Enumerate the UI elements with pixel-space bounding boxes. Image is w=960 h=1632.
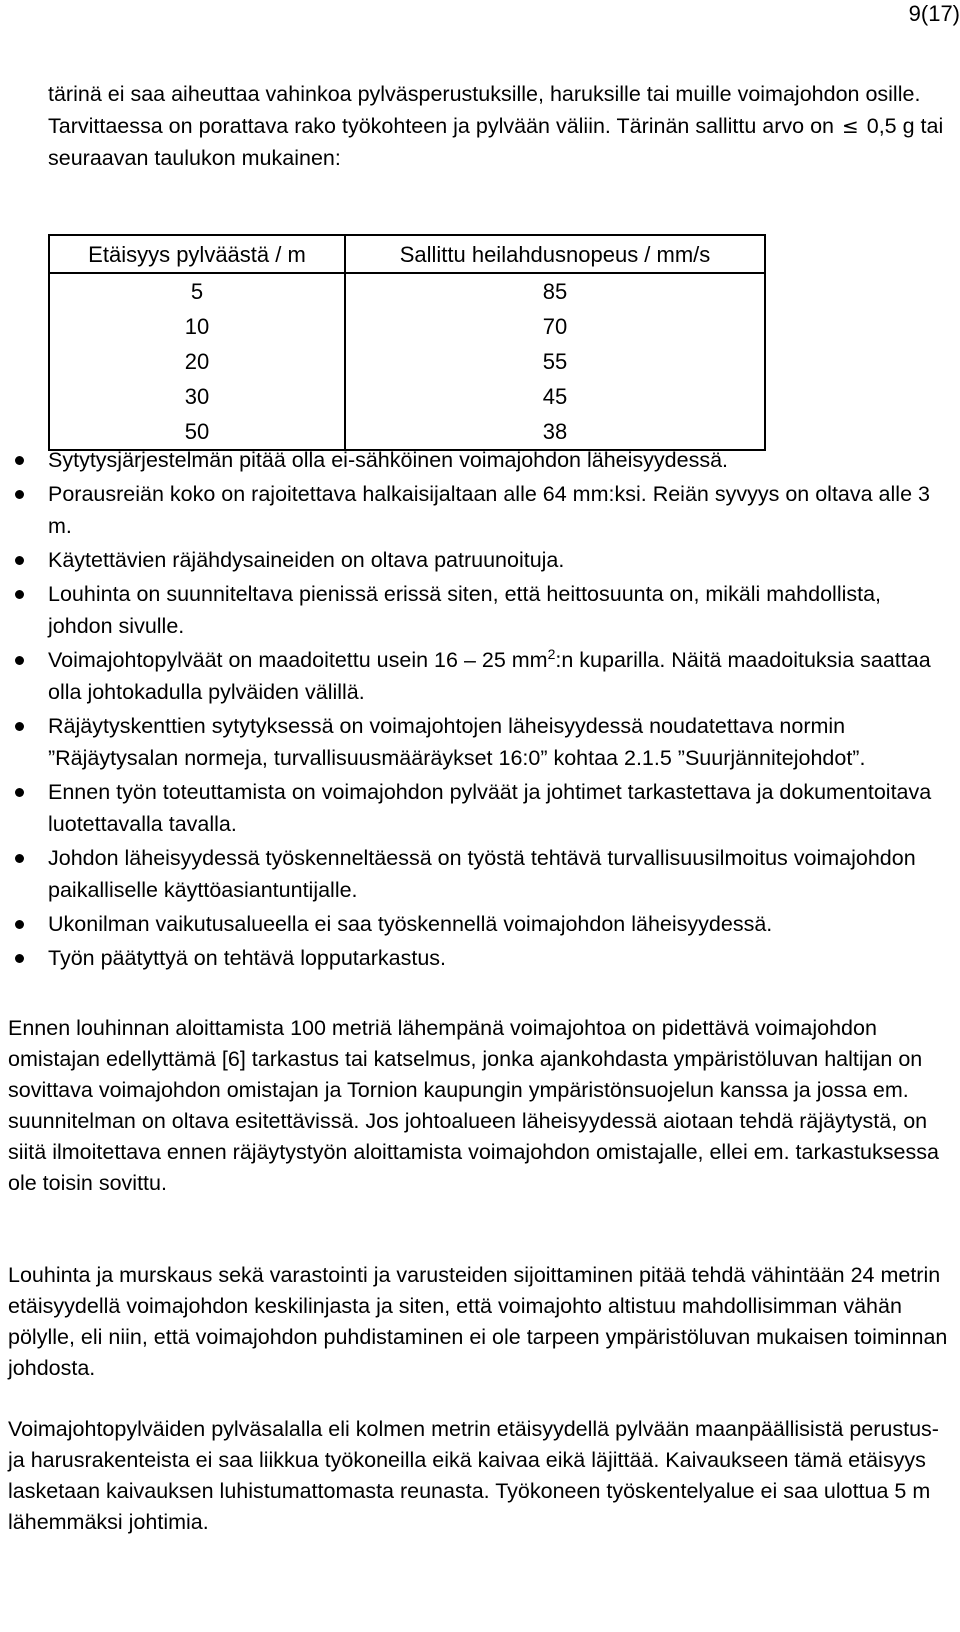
grounding-superscript: 2 — [547, 646, 556, 662]
intro-text-end: 0,5 g tai seuraavan taulukon mukainen: — [48, 114, 944, 170]
column-header-velocity: Sallittu heilahdusnopeus / mm/s — [345, 235, 765, 273]
table-cell-distance: 5 — [49, 273, 345, 309]
list-item: Sytytysjärjestelmän pitää olla ei-sähköinen voimajohdon läheisyydessä. — [48, 444, 948, 476]
intro-paragraph — [48, 78, 948, 174]
table-cell-distance: 10 — [49, 309, 345, 344]
list-item: Käytettävien räjähdysaineiden on oltava patruunoituja. — [48, 544, 948, 576]
list-item: Räjäytyskenttien sytytyksessä on voimajohtojen läheisyydessä noudatettava normin ”Räjäytysalan normeja, turvallisuusmääräykset 16:0” kohtaa 2.1.5 ”Suurjännitejohdot”. — [48, 710, 948, 774]
table-header-row — [49, 235, 765, 273]
list-item: Ennen työn toteuttamista on voimajohdon pylväät ja johtimet tarkastettava ja dokumentoitava luotettavalla tavalla. — [48, 776, 948, 840]
grounding-text-end: :n kuparilla. Näitä maadoituksia saattaa olla johtokadulla pylväiden välillä. — [48, 648, 931, 704]
table-row — [49, 379, 765, 414]
paragraph-inspection: Ennen louhinnan aloittamista 100 metriä lähempänä voimajohtoa on pidettävä voimajohdon omistajan edellyttämä [6] tarkastus tai katselmus, jonka ajankohdasta ympäristöluvan haltijan on sovittava voimajohdon omistajan ja Tornion kaupungin ympäristönsuojelun kanssa ja jossa em. suunnitelman on oltava esitettävissä. Jos johtoalueen läheisyydessä aiotaan tehdä räjäytystä, on siitä ilmoitettava ennen räjäytystyön aloittamista voimajohdon omistajalle, ellei em. tarkastuksessa ole toisin sovittu. — [8, 1016, 939, 1195]
list-item: Louhinta on suunniteltava pienissä erissä siten, että heittosuunta on, mikäli mahdollista, johdon sivulle. — [48, 578, 948, 642]
list-item: Työn päätyttyä on tehtävä lopputarkastus. — [48, 942, 948, 974]
table-cell-velocity: 38 — [345, 414, 765, 450]
intro-text: tärinä ei saa aiheuttaa vahinkoa pylväsperustuksille, haruksille tai muille voimajohdon osille. Tarvittaessa on porattava rako työkohteen ja pylvään väliin. Tärinän sallittu arvo on — [48, 82, 921, 138]
list-item: Johdon läheisyydessä työskenneltäessä on työstä tehtävä turvallisuusilmoitus voimajohdon paikalliselle käyttöasiantuntijalle. — [48, 842, 948, 906]
table-row — [49, 309, 765, 344]
table-cell-distance: 20 — [49, 344, 345, 379]
safety-bullet-list — [48, 444, 948, 976]
column-header-distance: Etäisyys pylväästä / m — [49, 235, 345, 273]
table-cell-velocity: 45 — [345, 379, 765, 414]
vibration-limits-table — [48, 234, 766, 451]
table-cell-velocity: 55 — [345, 344, 765, 379]
grounding-text: Voimajohtopylväät on maadoitettu usein 16 – 25 mm — [48, 648, 548, 672]
paragraph-pylon-area: Voimajohtopylväiden pylväsalalla eli kolmen metrin etäisyydellä pylvään maanpäällisistä perustus- ja harusrakenteista ei saa liikkua työkoneilla eikä kaivaa eikä läjittää. Kaivaukseen tämä etäisyys lasketaan kaivauksen luhistumattomasta reunasta. Työkoneen työskentelyalue ei saa ulottua 5 m lähemmäksi johtimia. — [8, 1417, 939, 1534]
table-cell-distance: 30 — [49, 379, 345, 414]
table-cell-velocity: 70 — [345, 309, 765, 344]
list-item: Ukonilman vaikutusalueella ei saa työskennellä voimajohdon läheisyydessä. — [48, 908, 948, 940]
table-row — [49, 273, 765, 309]
paragraph-crushing-distance: Louhinta ja murskaus sekä varastointi ja varusteiden sijoittaminen pitää tehdä vähintään 24 metrin etäisyydellä voimajohdon keskilinjasta ja siten, että voimajohto altistuu mahdollisimman vähän pölylle, eli niin, että voimajohdon puhdistaminen ei ole tarpeen ympäristöluvan mukaisen toiminnan johdosta. — [8, 1263, 948, 1380]
table-cell-velocity: 85 — [345, 273, 765, 309]
less-or-equal-icon: ≤ — [841, 114, 859, 138]
page-number: 9(17) — [908, 1, 960, 26]
table-row — [49, 344, 765, 379]
table-cell-distance: 50 — [49, 414, 345, 450]
list-item: Porausreiän koko on rajoitettava halkaisijaltaan alle 64 mm:ksi. Reiän syvyys on oltava alle 3 m. — [48, 478, 948, 542]
list-item-grounding — [48, 644, 948, 708]
